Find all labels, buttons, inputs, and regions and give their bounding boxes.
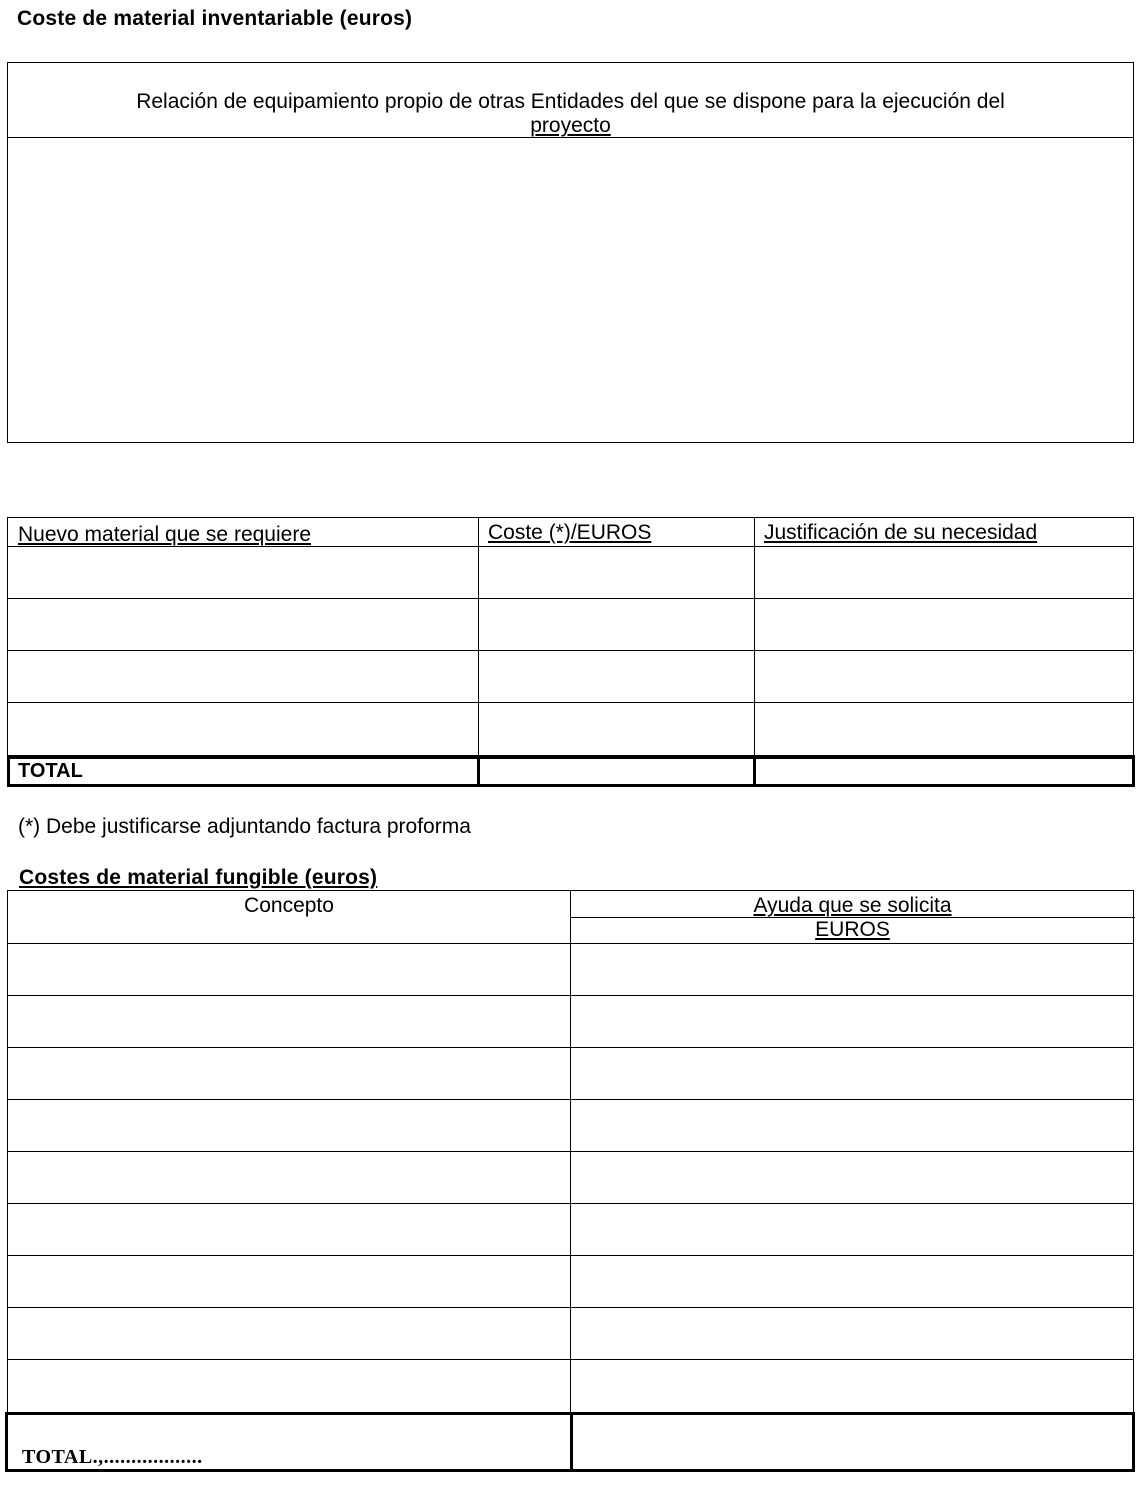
total-coste-cell[interactable]: [480, 758, 753, 784]
table-row[interactable]: [8, 944, 570, 995]
equipment-relation-content-area[interactable]: [8, 138, 1133, 442]
col-header-justificacion: Justificación de su necesidad: [764, 521, 1038, 544]
table-row[interactable]: [8, 651, 478, 702]
equipment-relation-header-line1: Relación de equipamiento propio de otras Entidades del que se dispone para la ejecución del: [136, 90, 1005, 113]
table-row[interactable]: [8, 996, 570, 1047]
col-header-concepto: Concepto: [244, 894, 334, 917]
table-row[interactable]: [8, 1100, 570, 1151]
total-euros-cell[interactable]: [573, 1415, 1132, 1469]
total-row-table2: [5, 1412, 1135, 1472]
table-row[interactable]: [8, 599, 478, 650]
equipment-relation-box: [7, 62, 1134, 443]
total-label: TOTAL: [18, 760, 83, 782]
table-col-divider: [570, 891, 571, 1414]
table-col-divider: [754, 518, 755, 758]
total-row-table1: [7, 755, 1135, 787]
fungible-table: [7, 890, 1134, 1415]
col-subheader-euros: EUROS: [815, 918, 890, 941]
equipment-relation-header-line2: proyecto: [530, 114, 611, 137]
section-title-fungible: Costes de material fungible (euros): [19, 866, 378, 889]
col-header-nuevo-material: Nuevo material que se requiere: [18, 523, 311, 546]
section-title-inventariable: Coste de material inventariable (euros): [17, 7, 413, 30]
table-row[interactable]: [8, 1048, 570, 1099]
table-row[interactable]: [8, 1360, 570, 1411]
col-header-ayuda: Ayuda que se solicita: [753, 894, 952, 917]
table-row[interactable]: [8, 1308, 570, 1359]
total-justificacion-cell[interactable]: [756, 758, 1132, 784]
table-row[interactable]: [8, 1152, 570, 1203]
col-header-coste: Coste (*)/EUROS: [488, 521, 652, 544]
table-row[interactable]: [8, 1204, 570, 1255]
new-material-table: [7, 517, 1134, 759]
table-row[interactable]: [8, 547, 478, 598]
table-row[interactable]: [8, 703, 478, 754]
total-label: TOTAL.,..................: [22, 1446, 203, 1468]
table-row[interactable]: [8, 1256, 570, 1307]
table-col-divider: [478, 518, 479, 758]
footnote: (*) Debe justificarse adjuntando factura proforma: [18, 815, 471, 838]
